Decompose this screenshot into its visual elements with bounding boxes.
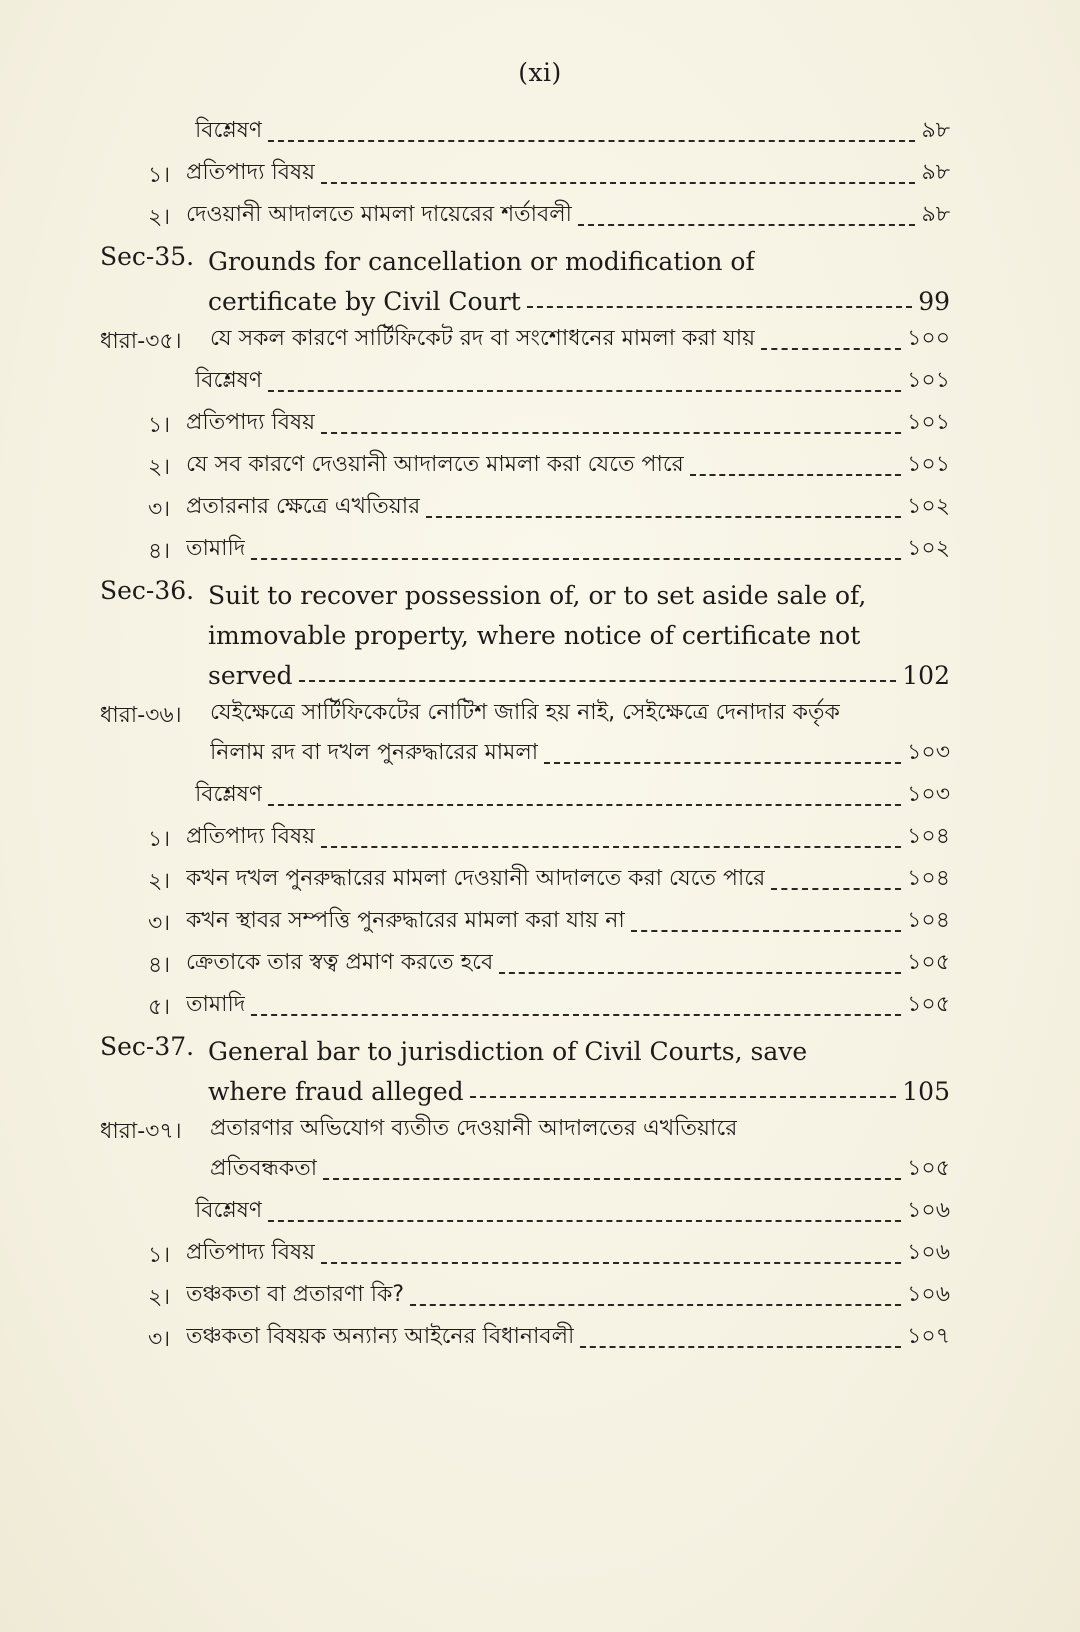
toc-entry[interactable] <box>0 1028 1080 1108</box>
dotted-leader <box>544 762 901 764</box>
entry-title-continuation <box>208 572 950 610</box>
dotted-leader <box>268 140 915 142</box>
entry-title-continuation <box>208 238 950 276</box>
entry-title: certificate by Civil Court <box>208 287 521 316</box>
dotted-leader <box>321 846 901 848</box>
toc-entry[interactable] <box>0 776 1080 816</box>
entry-title: তামাদি <box>186 992 246 1017</box>
entry-title: ক্রেতাকে তার স্বত্ব প্রমাণ করতে হবে <box>186 950 494 975</box>
toc-entry[interactable] <box>0 860 1080 900</box>
toc-entry[interactable] <box>0 362 1080 402</box>
entry-page-number: ৯৮ <box>921 118 950 143</box>
toc-entry[interactable] <box>0 902 1080 942</box>
entry-page-number: ১০৫ <box>907 1156 950 1181</box>
entry-label: ১। <box>148 163 171 188</box>
entry-title-line <box>208 1068 950 1106</box>
entry-title-line <box>186 488 950 526</box>
dotted-leader <box>578 224 915 226</box>
entry-title: তঞ্চকতা বা প্রতারণা কি? <box>186 1282 405 1307</box>
entry-page-number: 105 <box>902 1077 950 1106</box>
entry-title-line <box>195 362 950 400</box>
toc-entry[interactable] <box>0 196 1080 236</box>
entry-title: immovable property, where notice of certificate not <box>208 621 861 650</box>
entry-label: ধারা-৩৬। <box>100 703 182 728</box>
entry-label: ২। <box>148 455 171 480</box>
entry-page-number: ১০২ <box>907 536 950 561</box>
entry-title: served <box>208 661 293 690</box>
entry-title-line <box>186 902 950 940</box>
toc-entry[interactable] <box>0 572 1080 692</box>
entry-label: ৪। <box>148 953 171 978</box>
entry-page-number: ১০১ <box>907 410 950 435</box>
dotted-leader <box>410 1304 901 1306</box>
entry-title: প্রতিবন্ধকতা <box>210 1156 318 1181</box>
entry-title: প্রতিপাদ্য বিষয় <box>186 824 316 849</box>
dotted-leader <box>580 1346 901 1348</box>
entry-label: Sec-37. <box>100 1032 195 1061</box>
entry-title: বিশ্লেষণ <box>195 1198 263 1223</box>
entry-label: ধারা-৩৫। <box>100 329 182 354</box>
toc-entry[interactable] <box>0 154 1080 194</box>
toc-entry[interactable] <box>0 446 1080 486</box>
entry-label: ২। <box>148 1285 171 1310</box>
dotted-leader <box>321 1262 901 1264</box>
dotted-leader <box>251 558 901 560</box>
dotted-leader <box>268 1220 901 1222</box>
toc-entry[interactable] <box>0 986 1080 1026</box>
entry-title: প্রতারনার ক্ষেত্রে এখতিয়ার <box>186 494 421 519</box>
entry-label: ১। <box>148 827 171 852</box>
dotted-leader <box>321 182 915 184</box>
entry-title-line <box>210 1150 950 1188</box>
toc-entry[interactable] <box>0 1192 1080 1232</box>
entry-title: যে সব কারণে দেওয়ানী আদালতে মামলা করা যেতে পারে <box>186 452 684 477</box>
entry-page-number: ১০৩ <box>907 740 950 765</box>
toc-entry[interactable] <box>0 488 1080 528</box>
dotted-leader <box>323 1178 901 1180</box>
entry-title-line <box>186 154 950 192</box>
entry-title: Suit to recover possession of, or to set aside sale of, <box>208 581 867 610</box>
dotted-leader <box>268 804 901 806</box>
dotted-leader <box>470 1096 897 1098</box>
entry-title: তামাদি <box>186 536 246 561</box>
entry-title-line <box>210 734 950 772</box>
entry-page-number: ১০৫ <box>907 950 950 975</box>
entry-page-number: ১০৩ <box>907 782 950 807</box>
entry-title-line <box>186 446 950 484</box>
toc-entry[interactable] <box>0 1234 1080 1274</box>
entry-title-line <box>186 404 950 442</box>
entry-title: বিশ্লেষণ <box>195 118 263 143</box>
dotted-leader <box>299 680 897 682</box>
dotted-leader <box>268 390 901 392</box>
entry-title-continuation <box>208 1028 950 1066</box>
entry-title: Grounds for cancellation or modification of <box>208 247 755 276</box>
entry-title-line <box>195 776 950 814</box>
entry-title-line <box>195 1192 950 1230</box>
entry-title-continuation <box>208 612 950 650</box>
entry-label: ২। <box>148 205 171 230</box>
entry-page-number: ১০৬ <box>907 1282 950 1307</box>
entry-label: Sec-35. <box>100 242 195 271</box>
dotted-leader <box>426 516 901 518</box>
entry-title-line <box>186 196 950 234</box>
entry-title-line <box>195 112 950 150</box>
page-number: (xi) <box>518 58 562 87</box>
entry-title: কখন স্থাবর সম্পত্তি পুনরুদ্ধারের মামলা করা যায় না <box>186 908 625 933</box>
toc-entry[interactable] <box>0 1318 1080 1358</box>
entry-title: প্রতিপাদ্য বিষয় <box>186 160 316 185</box>
entry-page-number: ১০৪ <box>907 866 950 891</box>
toc-entry[interactable] <box>0 1110 1080 1190</box>
entry-title: বিশ্লেষণ <box>195 368 263 393</box>
entry-page-number: ৯৮ <box>921 202 950 227</box>
dotted-leader <box>527 306 912 308</box>
entry-label: Sec-36. <box>100 576 195 605</box>
entry-title: বিশ্লেষণ <box>195 782 263 807</box>
entry-title: প্রতিপাদ্য বিষয় <box>186 1240 316 1265</box>
entry-label: ২। <box>148 869 171 894</box>
toc-entry[interactable] <box>0 818 1080 858</box>
entry-title: যে সকল কারণে সার্টিফিকেট রদ বা সংশোধনের মামলা করা যায় <box>210 326 756 351</box>
entry-label: ৩। <box>148 497 171 522</box>
entry-title: নিলাম রদ বা দখল পুনরুদ্ধারের মামলা <box>210 740 539 765</box>
entry-title-line <box>186 1234 950 1272</box>
entry-page-number: ১০৬ <box>907 1198 950 1223</box>
entry-title: যেইক্ষেত্রে সার্টিফিকেটের নোটিশ জারি হয় নাই, সেইক্ষেত্রে দেনাদার কর্তৃক <box>210 700 840 725</box>
entry-title-continuation <box>210 1110 950 1148</box>
entry-page-number: ১০৭ <box>907 1324 950 1349</box>
entry-title: তঞ্চকতা বিষয়ক অন্যান্য আইনের বিধানাবলী <box>186 1324 575 1349</box>
entry-title-line <box>186 860 950 898</box>
entry-title-line <box>208 278 950 316</box>
toc-entry[interactable] <box>0 404 1080 444</box>
entry-title-line <box>186 944 950 982</box>
entry-label: ১। <box>148 1243 171 1268</box>
toc-entry[interactable] <box>0 1276 1080 1316</box>
dotted-leader <box>761 348 901 350</box>
entry-title-line <box>186 1276 950 1314</box>
entry-title-line <box>208 652 950 690</box>
entry-page-number: ১০৪ <box>907 824 950 849</box>
entry-label: ৪। <box>148 539 171 564</box>
entry-page-number: ১০০ <box>907 326 950 351</box>
entry-title-line <box>186 530 950 568</box>
entry-title-line <box>186 818 950 856</box>
entry-title-line <box>186 1318 950 1356</box>
entry-title: দেওয়ানী আদালতে মামলা দায়েরের শর্তাবলী <box>186 202 572 227</box>
entry-label: ১। <box>148 413 171 438</box>
entry-page-number: ১০১ <box>907 452 950 477</box>
entry-page-number: ১০৬ <box>907 1240 950 1265</box>
entry-title: কখন দখল পুনরুদ্ধারের মামলা দেওয়ানী আদালতে করা যেতে পারে <box>186 866 766 891</box>
entry-title: General bar to jurisdiction of Civil Courts, save <box>208 1037 808 1066</box>
dotted-leader <box>251 1014 901 1016</box>
entry-page-number: ১০২ <box>907 494 950 519</box>
entry-title-line <box>186 986 950 1024</box>
dotted-leader <box>631 930 901 932</box>
toc-entry[interactable] <box>0 112 1080 152</box>
entry-label: ধারা-৩৭। <box>100 1119 182 1144</box>
entry-title: where fraud alleged <box>208 1077 464 1106</box>
entry-page-number: ১০৪ <box>907 908 950 933</box>
entry-label: ৫। <box>148 995 171 1020</box>
entry-page-number: 99 <box>918 287 950 316</box>
entry-label: ৩। <box>148 1327 171 1352</box>
entry-page-number: 102 <box>902 661 950 690</box>
entry-title: প্রতারণার অভিযোগ ব্যতীত দেওয়ানী আদালতের এখতিয়ারে <box>210 1116 738 1141</box>
dotted-leader <box>321 432 901 434</box>
entry-title: প্রতিপাদ্য বিষয় <box>186 410 316 435</box>
entry-label: ৩। <box>148 911 171 936</box>
toc-entry[interactable] <box>0 694 1080 774</box>
toc-entry[interactable] <box>0 944 1080 984</box>
entry-title-continuation <box>210 694 950 732</box>
entry-page-number: ১০১ <box>907 368 950 393</box>
toc-entry[interactable] <box>0 238 1080 318</box>
entry-page-number: ৯৮ <box>921 160 950 185</box>
dotted-leader <box>771 888 901 890</box>
dotted-leader <box>499 972 901 974</box>
entry-title-line <box>210 320 950 358</box>
dotted-leader <box>690 474 901 476</box>
toc-entry[interactable] <box>0 320 1080 360</box>
entry-page-number: ১০৫ <box>907 992 950 1017</box>
toc-entry[interactable] <box>0 530 1080 570</box>
